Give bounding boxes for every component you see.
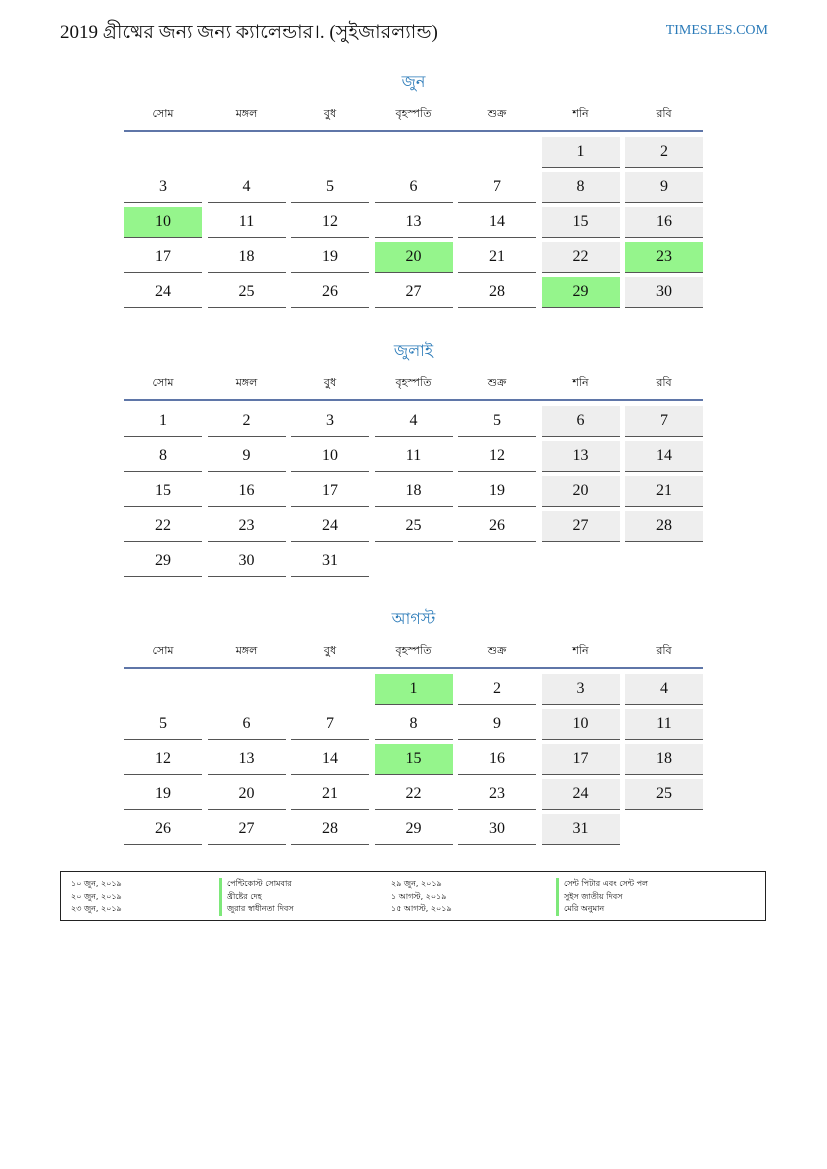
day-cell: 8 — [375, 709, 453, 740]
day-cell: 2 — [458, 674, 536, 705]
day-cell: 21 — [625, 476, 703, 507]
day-cell: 19 — [291, 242, 369, 273]
day-cell: 2 — [208, 406, 286, 437]
day-cell: 15 — [542, 207, 620, 238]
day-cell: 28 — [291, 814, 369, 845]
day-cell: 9 — [458, 709, 536, 740]
day-cell: 22 — [542, 242, 620, 273]
day-cell: 2 — [625, 137, 703, 168]
empty-cell — [208, 137, 286, 167]
day-cell: 11 — [375, 441, 453, 472]
site-link[interactable]: TIMESLES.COM — [665, 23, 768, 38]
day-cell: 18 — [625, 744, 703, 775]
empty-cell — [208, 674, 286, 704]
empty-cell — [458, 137, 536, 167]
day-cell: 8 — [124, 441, 202, 472]
day-cell: 24 — [542, 779, 620, 810]
day-cell: 31 — [291, 546, 369, 577]
legend-date: ১০ জুন, ২০১৯ — [71, 879, 122, 888]
page-header — [60, 18, 768, 46]
day-cell: 29 — [375, 814, 453, 845]
day-cell: 17 — [542, 744, 620, 775]
weekday-label: সোম — [152, 644, 174, 657]
weekday-label: শুক্র — [487, 644, 507, 657]
day-cell: 25 — [625, 779, 703, 810]
day-cell: 7 — [291, 709, 369, 740]
day-cell: 16 — [458, 744, 536, 775]
day-cell: 11 — [625, 709, 703, 740]
legend-date: ২৩ জুন, ২০১৯ — [71, 904, 122, 913]
weekday-label: রবি — [656, 107, 672, 120]
legend-date: ২০ জুন, ২০১৯ — [71, 891, 122, 901]
day-cell: 22 — [375, 779, 453, 810]
weekday-label: মঙ্গল — [235, 107, 258, 120]
day-cell: 14 — [625, 441, 703, 472]
month-title: জুলাই — [393, 341, 434, 360]
day-cell: 4 — [375, 406, 453, 437]
day-cell: 24 — [291, 511, 369, 542]
day-cell: 23 — [208, 511, 286, 542]
day-cell: 13 — [208, 744, 286, 775]
day-cell: 26 — [124, 814, 202, 845]
legend-date: ১৫ আগস্ট, ২০১৯ — [391, 904, 452, 913]
day-cell: 16 — [208, 476, 286, 507]
day-cell: 9 — [208, 441, 286, 472]
month-august — [124, 607, 703, 845]
day-cell: 13 — [542, 441, 620, 472]
weekday-label: শুক্র — [487, 376, 507, 389]
day-cell: 4 — [625, 674, 703, 705]
day-cell: 12 — [291, 207, 369, 238]
legend-date: ২৯ জুন, ২০১৯ — [391, 879, 442, 888]
day-cell: 18 — [208, 242, 286, 273]
empty-cell — [375, 137, 453, 167]
day-cell: 21 — [291, 779, 369, 810]
day-cell: 28 — [625, 511, 703, 542]
legend-holiday-name: জুরার স্বাধীনতা দিবস — [219, 903, 294, 916]
day-cell: 27 — [375, 277, 453, 308]
day-cell: 19 — [458, 476, 536, 507]
day-cell: 30 — [458, 814, 536, 845]
weekday-label: রবি — [656, 376, 672, 389]
day-cell: 4 — [208, 172, 286, 203]
legend-holiday-name: খ্রীষ্টের দেহ — [219, 891, 294, 904]
day-cell: 18 — [375, 476, 453, 507]
month-title: জুন — [401, 72, 426, 91]
day-cell: 17 — [291, 476, 369, 507]
day-grid — [124, 137, 703, 308]
day-cell: 6 — [375, 172, 453, 203]
day-grid — [124, 406, 703, 577]
day-cell: 6 — [208, 709, 286, 740]
empty-cell — [124, 674, 202, 704]
day-cell: 12 — [124, 744, 202, 775]
legend-dates-left — [71, 878, 122, 916]
day-cell: 20 — [208, 779, 286, 810]
day-cell: 31 — [542, 814, 620, 845]
day-cell: 27 — [542, 511, 620, 542]
month-july — [124, 339, 703, 577]
day-cell: 26 — [291, 277, 369, 308]
day-cell: 19 — [124, 779, 202, 810]
day-cell: 14 — [458, 207, 536, 238]
day-cell: 1 — [124, 406, 202, 437]
day-cell: 15 — [124, 476, 202, 507]
weekday-label: শনি — [572, 107, 589, 120]
day-cell: 30 — [625, 277, 703, 308]
day-cell: 26 — [458, 511, 536, 542]
day-cell: 5 — [291, 172, 369, 203]
legend-date: ১ আগস্ট, ২০১৯ — [391, 891, 447, 901]
holiday-day-cell: 10 — [124, 207, 202, 238]
weekday-label: বুধ — [323, 376, 337, 389]
month-june — [124, 70, 703, 308]
day-cell: 25 — [375, 511, 453, 542]
weekday-label: শুক্র — [487, 107, 507, 120]
weekday-header-row — [124, 641, 703, 661]
weekday-label: বৃহস্পতি — [395, 644, 432, 657]
day-cell: 3 — [542, 674, 620, 705]
weekday-header-row — [124, 104, 703, 124]
header-rule — [124, 130, 703, 132]
day-cell: 25 — [208, 277, 286, 308]
day-cell: 9 — [625, 172, 703, 203]
day-cell: 24 — [124, 277, 202, 308]
header-rule — [124, 667, 703, 669]
holiday-day-cell: 1 — [375, 674, 453, 705]
day-cell: 16 — [625, 207, 703, 238]
legend-holiday-name: সেন্ট পিটার এবং সেন্ট পল — [556, 878, 648, 891]
day-cell: 17 — [124, 242, 202, 273]
legend-names-right — [556, 878, 648, 916]
weekday-label: শনি — [572, 376, 589, 389]
holiday-legend — [60, 871, 766, 921]
day-cell: 29 — [124, 546, 202, 577]
day-cell: 21 — [458, 242, 536, 273]
legend-holiday-name: সুইস জাতীয় দিবস — [556, 891, 648, 904]
empty-cell — [124, 137, 202, 167]
weekday-label: শনি — [572, 644, 589, 657]
month-title: আগস্ট — [391, 609, 436, 628]
weekday-label: রবি — [656, 644, 672, 657]
weekday-label: বুধ — [323, 107, 337, 120]
weekday-label: বুধ — [323, 644, 337, 657]
day-cell: 5 — [458, 406, 536, 437]
day-cell: 20 — [542, 476, 620, 507]
day-cell: 3 — [291, 406, 369, 437]
weekday-label: বৃহস্পতি — [395, 376, 432, 389]
day-cell: 22 — [124, 511, 202, 542]
day-cell: 14 — [291, 744, 369, 775]
day-grid — [124, 674, 703, 845]
day-cell: 1 — [542, 137, 620, 168]
day-cell: 10 — [291, 441, 369, 472]
day-cell: 12 — [458, 441, 536, 472]
holiday-day-cell: 15 — [375, 744, 453, 775]
day-cell: 13 — [375, 207, 453, 238]
weekday-label: সোম — [152, 376, 174, 389]
holiday-day-cell: 29 — [542, 277, 620, 308]
header-rule — [124, 399, 703, 401]
day-cell: 30 — [208, 546, 286, 577]
day-cell: 27 — [208, 814, 286, 845]
weekday-header-row — [124, 373, 703, 393]
weekday-label: সোম — [152, 107, 174, 120]
day-cell: 6 — [542, 406, 620, 437]
holiday-day-cell: 20 — [375, 242, 453, 273]
empty-cell — [291, 137, 369, 167]
day-cell: 3 — [124, 172, 202, 203]
day-cell: 11 — [208, 207, 286, 238]
day-cell: 10 — [542, 709, 620, 740]
weekday-label: বৃহস্পতি — [395, 107, 432, 120]
weekday-label: মঙ্গল — [235, 644, 258, 657]
day-cell: 28 — [458, 277, 536, 308]
legend-dates-right — [391, 878, 452, 916]
day-cell: 5 — [124, 709, 202, 740]
empty-cell — [291, 674, 369, 704]
day-cell: 7 — [458, 172, 536, 203]
page-title: 2019 গ্রীষ্মের জন্য জন্য ক্যালেন্ডার।. (সুইজারল্যান্ড) — [60, 22, 438, 43]
weekday-label: মঙ্গল — [235, 376, 258, 389]
day-cell: 7 — [625, 406, 703, 437]
day-cell: 8 — [542, 172, 620, 203]
legend-holiday-name: মেরি অনুমান — [556, 903, 648, 916]
legend-names-left — [219, 878, 294, 916]
day-cell: 23 — [458, 779, 536, 810]
holiday-day-cell: 23 — [625, 242, 703, 273]
legend-holiday-name: পেন্টিকোস্ট সোমবার — [219, 878, 294, 891]
